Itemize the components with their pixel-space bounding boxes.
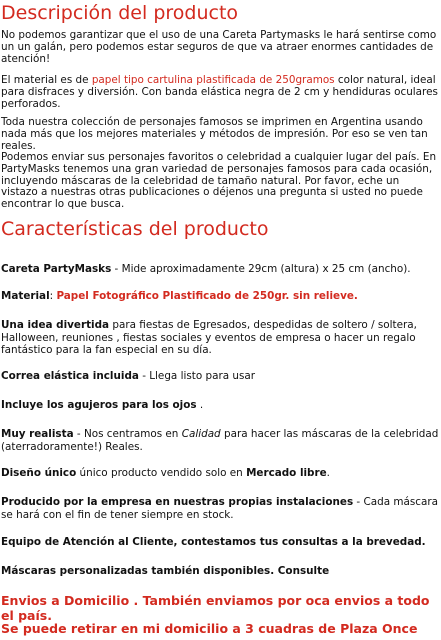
feature-unique-design-text: único producto vendido solo en	[76, 467, 247, 479]
feature-unique-design-label: Diseño único	[1, 467, 77, 479]
feature-size-text: - Mide aproximadamente 29cm (altura) x 25 cm (ancho).	[111, 263, 411, 275]
feature-material-value: Papel Fotográfico Plastificado de 250gr. sin relieve.	[56, 290, 358, 302]
material-text-start: El material es de	[1, 74, 92, 86]
feature-unique-design	[1, 467, 439, 480]
feature-custom-masks: Máscaras personalizadas también disponibles. Consulte	[1, 565, 330, 577]
feature-strap-text: - Llega listo para usar	[138, 370, 256, 382]
feature-eye-holes	[1, 399, 439, 412]
feature-realistic-label: Muy realista	[1, 428, 74, 440]
feature-material	[1, 290, 439, 303]
feature-realistic-text-end: para hacer las máscaras de la celebridad (aterradoramente!) Reales.	[1, 428, 439, 453]
feature-fun-idea-label: Una idea divertida	[1, 319, 110, 331]
feature-own-production	[1, 496, 439, 521]
feature-material-label: Material	[1, 290, 50, 302]
feature-fun-idea	[1, 319, 439, 357]
material-highlight: papel tipo cartulina plastificada de 250gramos	[91, 74, 335, 86]
description-paragraph-collection: Toda nuestra colección de personajes famosos se imprimen en Argentina usando nada más que los mejores materiales y métodos de impresión. Por eso se ven tan reales.	[1, 116, 428, 152]
feature-eye-holes-label: Incluye los agujeros para los ojos	[1, 399, 197, 411]
features-heading: Características del producto	[1, 218, 269, 240]
feature-realistic	[1, 428, 439, 453]
feature-unique-design-end: .	[326, 467, 330, 479]
description-paragraph-material	[1, 75, 439, 110]
feature-strap-label: Correa elástica incluida	[1, 370, 139, 382]
description-paragraph-intro: No podemos garantizar que el uso de una Careta Partymasks le hará sentirse como un un galán, pero podemos estar seguros de que va atraer enormes cantidades de atención!	[1, 29, 437, 65]
feature-size	[1, 263, 439, 276]
feature-unique-design-store: Mercado libre	[246, 467, 327, 479]
feature-own-production-text: - Cada máscara se hará con el fin de tener siempre en stock.	[1, 496, 438, 521]
pickup-notice: Se puede retirar en mi domicilio a 3 cuadras de Plaza Once	[1, 621, 418, 636]
feature-strap	[1, 370, 439, 383]
description-heading: Descripción del producto	[1, 2, 239, 24]
description-paragraph-shipping: Podemos enviar sus personajes favoritos o celebridad a cualquier lugar del país. En PartyMasks tenemos una gran variedad de personajes famosos para cada ocasión, incluyendo máscaras de la celebridad de tamaño natural. Por favor, eche un vistazo a nuestras otras publicaciones o déjenos una pregunta si usted no puede encontrar lo que busca.	[1, 151, 437, 211]
feature-size-label: Careta PartyMasks	[1, 263, 112, 275]
feature-fun-idea-text: para fiestas de Egresados, despedidas de soltero / soltera, Halloween, reuniones , fiestas sociales y eventos de empresa o hacer un regalo fantástico para la fan especial en su día.	[1, 319, 417, 356]
feature-customer-service: Equipo de Atención al Cliente, contestamos tus consultas a la brevedad.	[1, 536, 426, 548]
material-text-end: color natural, ideal para disfraces y diversión. Con banda elástica negra de 2 cm y hendiduras oculares perforados.	[1, 74, 438, 110]
feature-material-sep: :	[49, 290, 57, 302]
shipping-notice: Envios a Domicilio . También enviamos por oca envios a todo el país.	[1, 593, 430, 623]
feature-realistic-text: - Nos centramos en	[73, 428, 182, 440]
feature-own-production-label: Producido por la empresa en nuestras propias instalaciones	[1, 496, 354, 508]
feature-realistic-italic: Calidad	[181, 428, 221, 440]
feature-eye-holes-text: .	[196, 399, 204, 411]
